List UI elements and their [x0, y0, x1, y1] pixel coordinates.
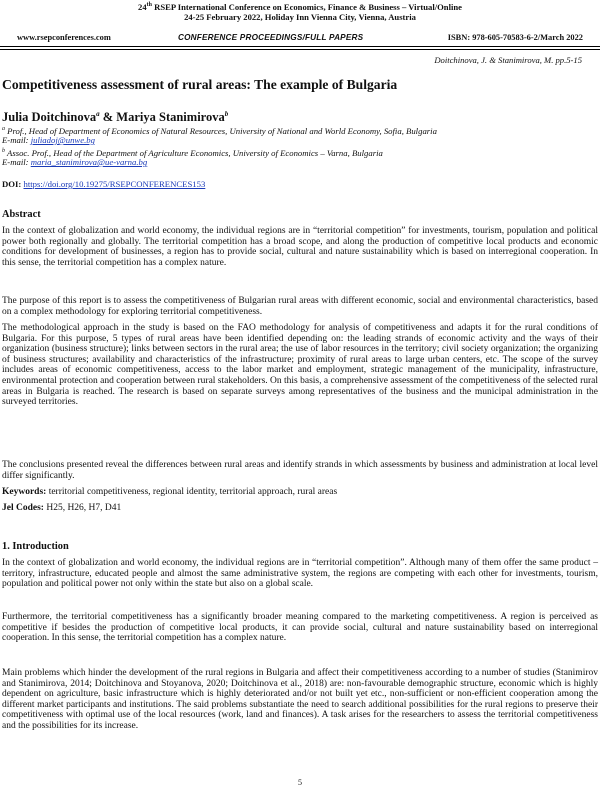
conference-date-venue: 24-25 February 2022, Holiday Inn Vienna City, Vienna, Austria [184, 12, 416, 22]
doi-line [2, 179, 205, 190]
affiliation-b-marker: b [2, 148, 5, 154]
introduction-paragraph-3: Main problems which hinder the development of the rural regions in Bulgaria and affect their competitiveness according to a number of studies (Stanimirov and Stanimirova, 2014; Doitchinova and Stoyanova, 2020; Doitchinova et al., 2018) are: non-favourable demographic structure, economic which is highly dependent on agriculture, basic infrastructure which is highly deteriorated and/or not built yet etc., non-sufficient or non-efficient cooperation among the different market participants and institutions. The said problems substantiate the need to search additional possibilities for the rural regions to preserve their competitiveness with optimal use of the local resources (work, land and finances). A task arises for the researchers to assess the territorial competitiveness and the possibilities for its increase. [2, 668, 598, 731]
abstract-paragraph-1: In the context of globalization and world economy, the individual regions are in “territorial competition” for investments, tourism, population and political power both regionally and globally. The territorial competition has a broad scope, and along the production of competitive local products and economic conditions for development of businesses, a region has to provide social, cultural and nature sustainability which is based on interregional cooperation. In this sense, the territorial competition has a complex nature. [2, 226, 598, 268]
jel-codes-line [2, 503, 121, 514]
paper-title: Competitiveness assessment of rural areas: The example of Bulgaria [2, 77, 398, 92]
keywords-line [2, 487, 337, 498]
abstract-heading: Abstract [2, 209, 41, 220]
introduction-paragraph-2: Furthermore, the territorial competitiveness has a significantly broader meaning compared to the marketing competitiveness. A region is perceived as competitive if besides the production of competitive local products, it can provide social, cultural and nature sustainability based on interregional cooperation. In this sense, the territorial competition has a complex nature. [2, 612, 598, 644]
email-link-b[interactable]: maria_stanimirova@ue-varna.bg [30, 157, 148, 167]
introduction-paragraph-1: In the context of globalization and world economy, the individual regions are in “territorial competition”. Although many of them offer the same product – territory, infrastructure, educated people and almost the same administrative system, the regions are competing with each other for investments, tourism, population and political power not only within the state but also on a global scale. [2, 558, 598, 590]
email-label-b: E-mail: [2, 157, 31, 167]
author-1-marker: a [96, 110, 100, 118]
doi-link[interactable]: https://doi.org/10.19275/RSEPCONFERENCES153 [23, 179, 206, 189]
conference-title [0, 2, 600, 12]
author-2-marker: b [224, 110, 229, 118]
header-bar [0, 32, 600, 44]
abstract-paragraph-4: The conclusions presented reveal the differences between rural areas and identify strands in which assessments by business and administration at local level differ significantly. [2, 460, 598, 481]
affiliation-a-marker: a [2, 126, 5, 132]
email-label-a: E-mail: [2, 135, 31, 145]
author-2: Mariya Stanimirova [116, 110, 225, 125]
website-link[interactable]: www.rsepconferences.com [17, 33, 111, 42]
page-number: 5 [298, 778, 302, 787]
conference-title-text: RSEP International Conference on Economics, Finance & Business – Virtual/Online [151, 2, 462, 12]
abstract-paragraph-2: The purpose of this report is to assess the competitiveness of Bulgarian rural areas with different economic, social and environmental characteristics, based on a complex methodology for exploring territorial competitiveness. [2, 296, 598, 317]
author-line [2, 107, 228, 124]
proceedings-label: CONFERENCE PROCEEDINGS/FULL PAPERS [178, 33, 364, 42]
conference-ordinal-suffix: th [146, 2, 152, 9]
affiliation-a-text: Prof., Head of Department of Economics of Natural Resources, University of National and World Economy, Sofia, Bulgaria [5, 125, 437, 136]
affiliation-b-text: Assoc. Prof., Head of the Department of Agriculture Economics, University of Economics – Varna, Bulgaria [5, 147, 383, 158]
isbn-label: ISBN: 978-605-70583-6-2/March 2022 [447, 33, 583, 42]
running-citation: Doitchinova, J. & Stanimirova, M. pp.5-15 [434, 55, 582, 65]
header-rule-top [0, 46, 600, 47]
doi-label: DOI: [2, 179, 24, 189]
email-link-a[interactable]: juliadoj@unwe.bg [30, 135, 95, 145]
jel-codes-text: H25, H26, H7, D41 [43, 503, 122, 513]
keywords-label: Keywords: [2, 487, 47, 497]
conference-ordinal: 24 [138, 2, 147, 12]
author-1: Julia Doitchinova [2, 110, 97, 125]
header-rule-bottom [0, 49, 600, 50]
email-line-a [2, 135, 95, 146]
keywords-text: territorial competitiveness, regional identity, territorial approach, rural areas [46, 487, 338, 497]
abstract-paragraph-3: The methodological approach in the study is based on the FAO methodology for analysis of competitiveness and adapts it for the rural conditions of Bulgaria. For this purpose, 5 types of rural areas have been identified depending on: the leading strands of economic activity and the ways of their organization (business structure); links between sectors in the rural area; the use of labor resources in the territory; civil society organization; the organizing of business structures; availability and characteristics of the infrastructure; proximity of rural areas to large urban centers, etc. The scope of the survey includes areas of economic competitiveness, access to the labor market and employment, strategic management of the municipality, infrastructure, environmental protection and cooperation between rural stakeholders. On this basis, a comprehensive assessment of the competitiveness of the selected rural areas in Bulgaria is reached. The research is based on separate surveys among representatives of the business and the municipal administration in the surveyed territories. [2, 323, 598, 408]
author-separator: & [99, 110, 117, 125]
introduction-heading: 1. Introduction [2, 541, 69, 552]
email-line-b [2, 157, 147, 168]
jel-codes-label: Jel Codes: [2, 503, 44, 513]
